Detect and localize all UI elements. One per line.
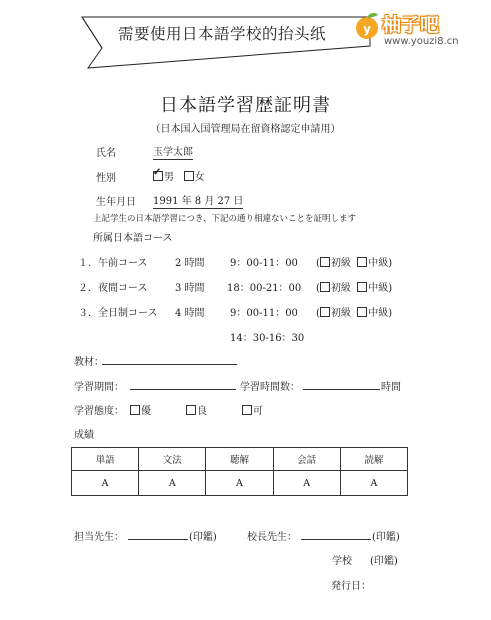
- grade-value-vocabulary: A: [72, 471, 139, 496]
- teacher-signature-field[interactable]: [128, 527, 188, 540]
- principal-label: 校長先生：: [247, 532, 297, 543]
- gender-label: 性別: [96, 173, 116, 184]
- course-num: １．: [78, 258, 98, 269]
- document-subtitle: （日本国入国管理局在留資格認定申請用）: [150, 124, 341, 135]
- course-time: 9：00-11：00: [230, 258, 298, 269]
- level-label: 初級: [330, 258, 351, 269]
- checkbox-intermediate[interactable]: [357, 257, 367, 267]
- birth-label: 生年月日: [96, 197, 136, 208]
- course-row-1: [78, 254, 148, 269]
- course-num: ２．: [78, 283, 98, 294]
- course-name: 全日制コース: [98, 308, 158, 319]
- hours-unit: 時間: [381, 382, 401, 393]
- level-label: 初級: [330, 308, 351, 319]
- attitude-label-fair: 可: [253, 406, 263, 417]
- checkbox-intermediate[interactable]: [357, 307, 367, 317]
- course-hours: 3 時間: [175, 283, 205, 294]
- course-row-3: [78, 304, 158, 319]
- grades-table: [71, 447, 408, 496]
- watermark-name: 柚子吧: [382, 14, 440, 36]
- period-label: 学習期間：: [74, 382, 124, 393]
- extra-time: 14：30-16：30: [230, 333, 305, 344]
- hours-label: 学習時間数：: [240, 382, 300, 393]
- grades-value-row: [72, 471, 408, 496]
- school-label: 学校: [332, 556, 352, 567]
- course-name: 午前コース: [98, 258, 148, 269]
- course-levels: ( 初級 中級): [316, 258, 393, 269]
- grade-header-reading: 読解: [340, 448, 407, 471]
- svg-text:y: y: [363, 22, 371, 36]
- attitude-option-fair: [242, 402, 263, 417]
- checkbox-male[interactable]: [153, 171, 163, 181]
- name-label: 氏名: [96, 148, 116, 159]
- attitude-label-excellent: 優: [141, 406, 151, 417]
- level-label: 中級: [368, 283, 389, 294]
- course-name: 夜間コース: [98, 283, 148, 294]
- course-row-2: [78, 279, 148, 294]
- checkbox-fair[interactable]: [242, 405, 252, 415]
- checkbox-intermediate[interactable]: [357, 282, 367, 292]
- course-hours: 2 時間: [175, 258, 205, 269]
- grades-label: 成績: [74, 430, 94, 441]
- course-levels: ( 初級 中級): [316, 283, 393, 294]
- grade-header-grammar: 文法: [139, 448, 206, 471]
- grade-header-conversation: 会話: [273, 448, 340, 471]
- principal-signature-field[interactable]: [301, 527, 371, 540]
- watermark-url: www.youzi8.cn: [384, 36, 459, 47]
- level-label: 中級: [368, 258, 389, 269]
- grade-value-conversation: A: [273, 471, 340, 496]
- school-seal: (印鑑): [370, 556, 398, 567]
- course-num: ３．: [78, 308, 98, 319]
- gender-female-label: 女: [194, 172, 205, 183]
- statement-text: 上記学生の日本語学習につき、下記の通り相違ないことを証明します: [93, 214, 356, 224]
- name-value: 玉学太郎: [153, 143, 193, 160]
- attitude-label: 学習態度：: [74, 406, 124, 417]
- grade-header-listening: 聴解: [206, 448, 273, 471]
- issue-date-label: 発行日：: [331, 581, 371, 592]
- course-label: 所属日本語コース: [93, 233, 173, 244]
- materials-field[interactable]: [102, 352, 237, 365]
- checkbox-excellent[interactable]: [130, 405, 140, 415]
- citrus-logo-icon: [352, 11, 382, 41]
- course-time: 9：00-11：00: [230, 308, 298, 319]
- grade-value-listening: A: [206, 471, 273, 496]
- checkbox-beginner[interactable]: [320, 307, 330, 317]
- course-time: 18：00-21：00: [227, 283, 302, 294]
- course-hours: 4 時間: [175, 308, 205, 319]
- birth-value: 1991 年 8 月 27 日: [153, 192, 243, 209]
- checkbox-beginner[interactable]: [320, 257, 330, 267]
- level-label: 初級: [330, 283, 351, 294]
- grades-header-row: [72, 448, 408, 471]
- principal-seal: (印鑑): [372, 532, 400, 543]
- grade-header-vocabulary: 単語: [72, 448, 139, 471]
- gender-options: [153, 168, 205, 183]
- gender-male-label: 男: [164, 172, 174, 183]
- course-levels: ( 初級 中級): [316, 308, 393, 319]
- teacher-label: 担当先生：: [74, 532, 124, 543]
- checkbox-good[interactable]: [186, 405, 196, 415]
- checkbox-female[interactable]: [184, 171, 194, 181]
- grade-value-grammar: A: [139, 471, 206, 496]
- hours-field[interactable]: [303, 377, 380, 390]
- checkbox-beginner[interactable]: [320, 282, 330, 292]
- teacher-seal: (印鑑): [189, 532, 217, 543]
- attitude-option-good: [186, 402, 207, 417]
- document-title: 日本語学習歴証明書: [160, 95, 331, 116]
- materials-label: 教材：: [74, 357, 104, 368]
- period-field[interactable]: [130, 377, 236, 390]
- grade-value-reading: A: [340, 471, 407, 496]
- level-label: 中級: [368, 308, 389, 319]
- attitude-label-good: 良: [197, 406, 207, 417]
- banner-text: 需要使用日本語学校的抬头纸: [118, 25, 327, 43]
- attitude-option-excellent: [130, 402, 151, 417]
